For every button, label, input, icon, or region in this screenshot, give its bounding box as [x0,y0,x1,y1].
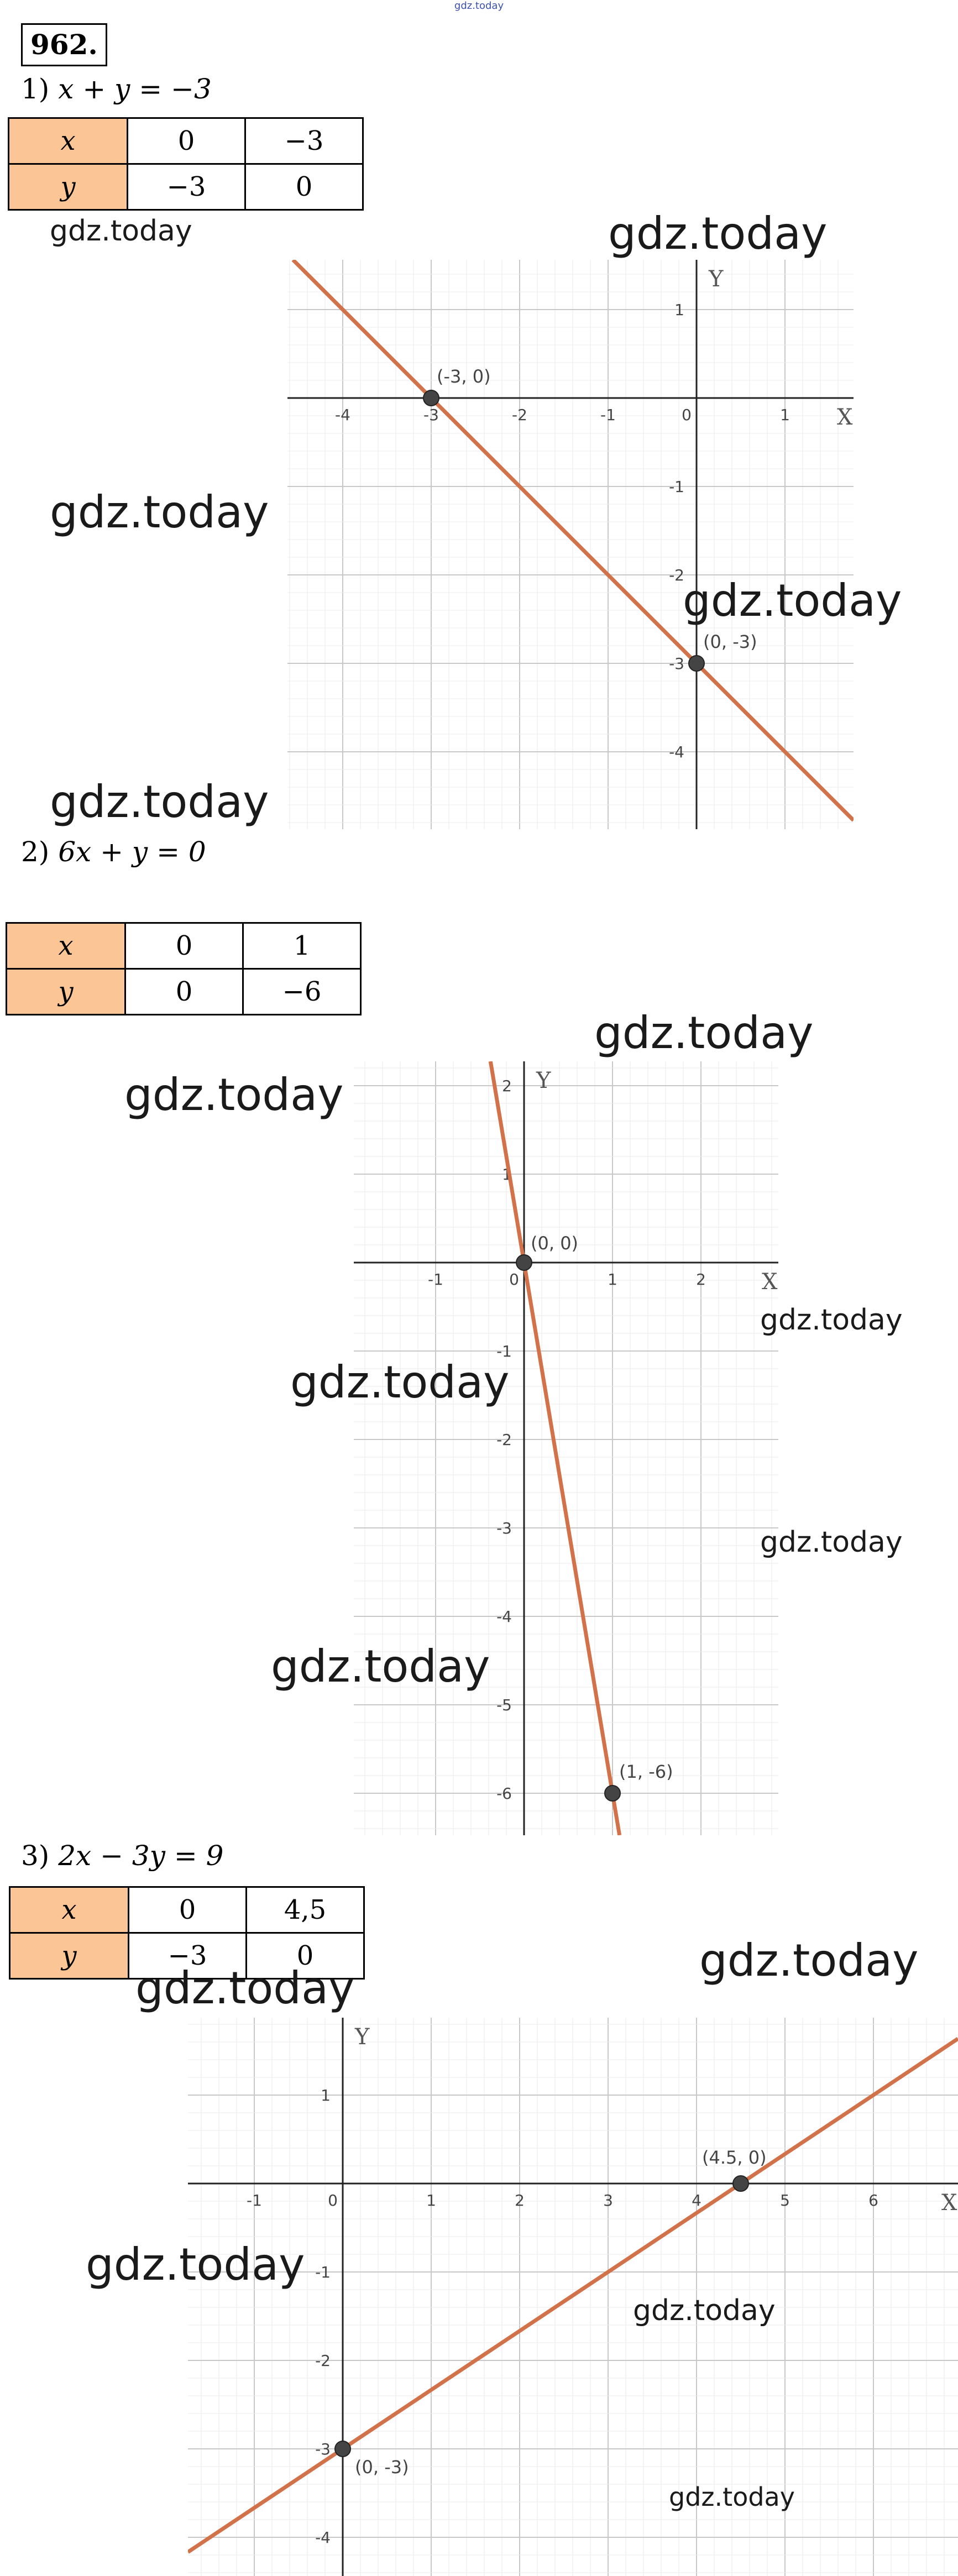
x-tick-label: 3 [603,2191,613,2210]
watermark: gdz.today [669,2482,795,2512]
table-cell: 0 [245,164,363,210]
x-tick-label: 1 [608,1270,617,1289]
table-x-header: x [7,923,125,969]
graph-line [293,260,854,820]
grid [354,1061,778,1835]
graph-point [733,2176,748,2191]
table-x-header: x [9,118,128,164]
part2-equation-text: 6x + y = 0 [58,836,206,868]
x-tick-label: 6 [868,2191,878,2210]
watermark: gdz.today [594,1007,814,1059]
watermark: gdz.today [50,776,269,828]
part1-equation-text: x + y = −3 [58,73,212,105]
y-tick-label: -4 [669,743,684,761]
part1-value-table [8,117,364,211]
x-tick-label: -2 [512,406,527,424]
table-row [7,969,361,1015]
watermark: gdz.today [50,214,192,248]
x-tick-label: -1 [600,406,616,424]
y-tick-label: -3 [496,1519,512,1537]
y-tick-label: -2 [669,566,684,584]
coordinate-plane [188,2018,958,2576]
y-axis-label: Y [536,1068,551,1093]
table-cell: 0 [125,923,243,969]
y-tick-label: -1 [315,2263,331,2281]
x-tick-label: -3 [423,406,439,424]
coordinate-plane [354,1061,778,1835]
graph-point [689,656,704,671]
table-cell: −3 [128,164,245,210]
x-tick-label: 0 [328,2191,338,2210]
x-tick-label: 2 [696,1270,706,1289]
table-row [10,1887,364,1933]
x-tick-label: 0 [682,406,692,424]
watermark: gdz.today [271,1641,490,1692]
x-tick-label: -1 [247,2191,262,2210]
table-cell: 1 [243,923,361,969]
x-tick-label: 5 [780,2191,790,2210]
y-tick-label: -4 [315,2528,331,2547]
part3-equation [21,1840,223,1872]
y-tick-label: 1 [674,301,684,319]
point-label: (-3, 0) [437,366,491,387]
y-tick-label: 1 [321,2086,331,2104]
point-label: (0, -3) [703,631,757,652]
table-cell: 0 [125,969,243,1015]
watermark: gdz.today [50,486,269,538]
graph-point [335,2441,350,2457]
watermark: gdz.today [699,1935,919,1986]
grid [287,260,854,829]
y-tick-label: -2 [315,2352,331,2370]
y-tick-label: -6 [496,1784,512,1803]
table-cell: −3 [129,1933,247,1979]
table-y-header: y [9,164,128,210]
table-row [7,923,361,969]
table-cell: 0 [128,118,245,164]
watermark: gdz.today [760,1526,903,1559]
y-tick-label: -4 [496,1608,512,1626]
watermark: gdz.today [760,1303,903,1337]
x-axis-label: X [762,1269,778,1295]
point-label: (1, -6) [619,1761,673,1782]
part2-number: 2) [21,836,50,868]
table-cell: 0 [129,1887,247,1933]
y-tick-label: -1 [496,1342,512,1360]
x-tick-label: 1 [780,406,790,424]
point-label: (0, 0) [531,1233,579,1254]
watermark: gdz.today [290,1357,510,1408]
table-x-header: x [10,1887,129,1933]
x-tick-label: 2 [515,2191,525,2210]
table-row [9,118,363,164]
table-cell: 0 [247,1933,364,1979]
y-tick-label: 1 [502,1165,512,1184]
y-tick-label: -5 [496,1696,512,1714]
y-tick-label: 2 [502,1077,512,1095]
part1-number: 1) [21,73,50,105]
part1-equation [21,73,212,105]
x-tick-label: 4 [692,2191,702,2210]
table-cell: 4,5 [247,1887,364,1933]
watermark: gdz.today [683,575,902,626]
part2-equation [21,836,206,868]
table-y-header: y [7,969,125,1015]
part3-number: 3) [21,1840,50,1872]
x-axis-label: X [941,2190,957,2216]
y-tick-label: -2 [496,1431,512,1449]
y-tick-label: -3 [669,655,684,673]
task-number: 962. [21,23,107,66]
y-tick-label: -1 [669,478,684,496]
table-y-header: y [10,1933,129,1979]
part3-graph [188,2018,958,2576]
watermark: gdz.today [608,208,828,259]
coordinate-plane [287,260,854,829]
x-axis-label: X [837,405,853,430]
x-tick-label: 1 [426,2191,436,2210]
graph-point [423,390,439,406]
graph-point [516,1255,532,1270]
x-tick-label: -4 [335,406,350,424]
x-tick-label: -1 [428,1270,443,1289]
watermark: gdz.today [135,1962,355,2014]
part1-graph [287,260,854,829]
point-label: (0, -3) [355,2457,409,2478]
point-label: (4.5, 0) [702,2147,767,2168]
part3-equation-text: 2x − 3y = 9 [58,1840,224,1872]
header-watermark: gdz.today [454,0,504,12]
watermark: gdz.today [124,1069,344,1121]
part2-graph [354,1061,778,1835]
y-axis-label: Y [355,2024,370,2050]
part2-value-table [6,922,362,1015]
table-cell: −6 [243,969,361,1015]
table-cell: −3 [245,118,363,164]
y-tick-label: -3 [315,2440,331,2458]
table-row [9,164,363,210]
watermark: gdz.today [633,2294,776,2327]
y-axis-label: Y [709,266,724,292]
graph-point [605,1786,620,1801]
x-tick-label: 0 [509,1270,519,1289]
watermark: gdz.today [86,2239,305,2290]
